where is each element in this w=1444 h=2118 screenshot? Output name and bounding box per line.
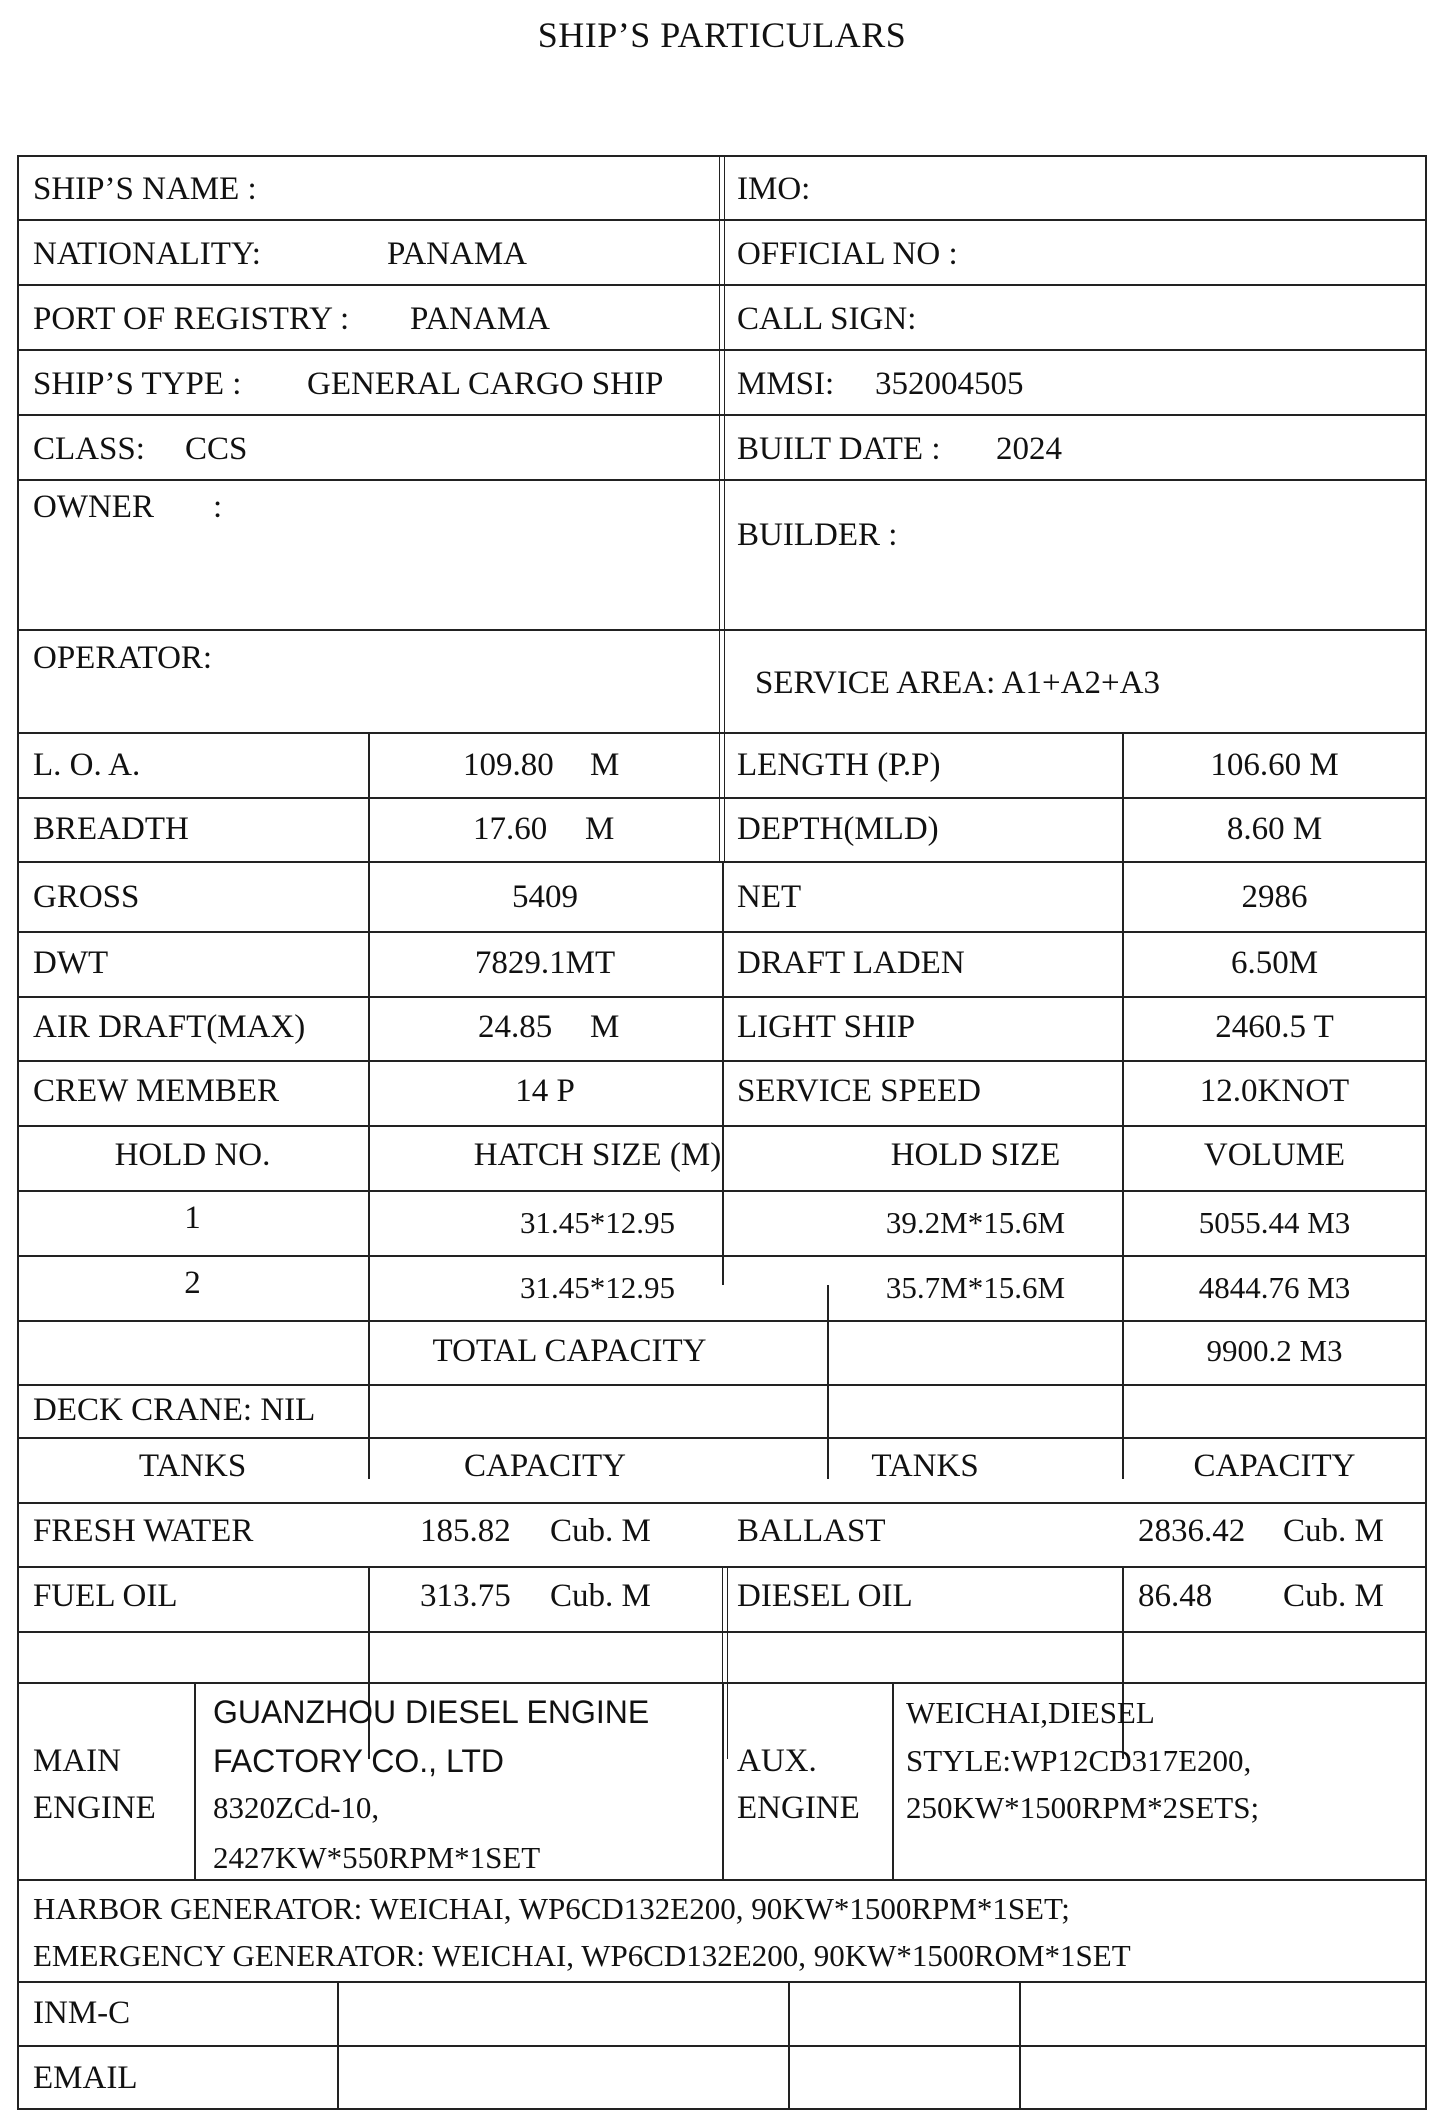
emergency-generator: EMERGENCY GENERATOR: WEICHAI, WP6CD132E200, 90KW*1500ROM*1SET [33,1938,1131,1973]
call-sign-label: CALL SIGN: [737,301,917,337]
column-divider [194,1682,196,1879]
hold-volume: 5055.44 M3 [1198,1205,1351,1240]
lpp-label: LENGTH (P.P) [737,747,941,783]
service-speed-value: 12.0KNOT [1199,1073,1350,1109]
net-label: NET [737,879,802,915]
fresh-water-value: 185.82 [420,1513,511,1549]
column-divider [719,155,725,732]
owner-label: OWNER [33,489,154,525]
diesel-oil-label: DIESEL OIL [737,1578,913,1614]
hatch-size: 31.45*12.95 [520,1270,675,1305]
row-divider [17,2045,1427,2047]
hold-no-header: HOLD NO. [114,1137,271,1173]
harbor-generator: HARBOR GENERATOR: WEICHAI, WP6CD132E200, 90KW*1500RPM*1SET; [33,1891,1070,1926]
main-engine-maker: FACTORY CO., LTD [213,1743,505,1779]
main-engine-label: ENGINE [33,1790,156,1826]
net-value: 2986 [1241,879,1308,915]
crew-value: 14 P [515,1073,575,1109]
capacity-header: CAPACITY [464,1448,626,1484]
fresh-water-label: FRESH WATER [33,1513,254,1549]
column-divider [337,1981,339,2110]
fuel-oil-label: FUEL OIL [33,1578,178,1614]
document-title: SHIP’S PARTICULARS [537,15,907,55]
row-divider [17,1384,1427,1386]
breadth-value: 17.60 [473,811,548,847]
deck-crane: DECK CRANE: NIL [33,1392,316,1428]
dwt-label: DWT [33,945,109,981]
depth-value: 8.60 M [1226,811,1323,847]
row-divider [17,1320,1427,1322]
fuel-oil-value: 313.75 [420,1578,511,1614]
official-no-label: OFFICIAL NO : [737,236,958,272]
ballast-value: 2836.42 [1138,1513,1246,1549]
service-speed-label: SERVICE SPEED [737,1073,981,1109]
total-capacity-label: TOTAL CAPACITY [432,1333,707,1369]
hold-size: 39.2M*15.6M [885,1205,1066,1240]
hold-size: 35.7M*15.6M [885,1270,1066,1305]
gross-value: 5409 [512,879,578,915]
operator-label: OPERATOR: [33,640,213,676]
hold-number: 2 [184,1265,201,1301]
mmsi-value: 352004505 [875,366,1024,402]
class-label: CLASS: [33,431,145,467]
loa-label: L. O. A. [33,747,141,783]
hold-volume: 4844.76 M3 [1198,1270,1351,1305]
hold-number: 1 [184,1200,201,1236]
ballast-unit: Cub. M [1283,1513,1384,1549]
tanks-header: TANKS [871,1448,979,1484]
ship-name-label: SHIP’S NAME : [33,171,257,207]
light-ship-label: LIGHT SHIP [737,1009,916,1045]
hatch-size-header: HATCH SIZE (M) [473,1137,722,1173]
port-of-registry-label: PORT OF REGISTRY : [33,301,350,337]
aux-engine-style: STYLE:WP12CD317E200, [906,1743,1252,1778]
nationality-value: PANAMA [387,236,527,272]
main-engine-rating: 2427KW*550RPM*1SET [213,1840,541,1875]
ballast-label: BALLAST [737,1513,886,1549]
diesel-oil-unit: Cub. M [1283,1578,1384,1614]
diesel-oil-value: 86.48 [1138,1578,1213,1614]
built-date-label: BUILT DATE : [737,431,941,467]
draft-laden-value: 6.50M [1230,945,1319,981]
light-ship-value: 2460.5 T [1215,1009,1334,1045]
service-area: SERVICE AREA: A1+A2+A3 [755,665,1160,701]
column-divider [892,1682,894,1879]
dwt-value: 7829.1MT [474,945,616,981]
lpp-value: 106.60 M [1210,747,1339,783]
aux-engine-label: ENGINE [737,1790,860,1826]
row-divider [17,1981,1427,1983]
imo-label: IMO: [737,171,811,207]
inmc-label: INM-C [33,1995,131,2031]
row-divider [17,1437,1427,1439]
row-divider [17,1502,1427,1504]
breadth-unit: M [585,811,615,847]
tanks-header: TANKS [138,1448,247,1484]
fresh-water-unit: Cub. M [550,1513,651,1549]
draft-laden-label: DRAFT LADEN [737,945,965,981]
loa-value: 109.80 [463,747,554,783]
row-divider [17,1879,1427,1881]
air-draft-value: 24.85 [478,1009,553,1045]
breadth-label: BREADTH [33,811,189,847]
hold-size-header: HOLD SIZE [890,1137,1061,1173]
nationality-label: NATIONALITY: [33,236,261,272]
main-engine-maker: GUANZHOU DIESEL ENGINE [213,1694,650,1730]
main-engine-label: MAIN [33,1743,121,1779]
ship-type-value: GENERAL CARGO SHIP [307,366,664,402]
air-draft-unit: M [590,1009,620,1045]
ship-type-label: SHIP’S TYPE : [33,366,242,402]
column-divider [788,1981,790,2110]
main-engine-model: 8320ZCd-10, [213,1790,380,1825]
gross-label: GROSS [33,879,140,915]
email-label: EMAIL [33,2060,138,2096]
column-divider [1019,1981,1021,2110]
aux-engine-label: AUX. [737,1743,817,1779]
aux-engine-maker: WEICHAI,DIESEL [906,1695,1155,1730]
depth-label: DEPTH(MLD) [737,811,939,847]
total-capacity-value: 9900.2 M3 [1206,1333,1343,1368]
column-divider [722,1682,724,1879]
air-draft-label: AIR DRAFT(MAX) [33,1009,306,1045]
port-of-registry-value: PANAMA [410,301,550,337]
crew-label: CREW MEMBER [33,1073,280,1109]
built-date-value: 2024 [996,431,1062,467]
builder-label: BUILDER : [737,517,898,553]
column-divider [719,732,725,861]
capacity-header: CAPACITY [1193,1448,1356,1484]
hatch-size: 31.45*12.95 [520,1205,675,1240]
mmsi-label: MMSI: [737,366,835,402]
fuel-oil-unit: Cub. M [550,1578,651,1614]
class-value: CCS [185,431,248,467]
particulars-table [17,155,1427,2118]
loa-unit: M [590,747,620,783]
volume-header: VOLUME [1203,1137,1346,1173]
owner-colon: : [213,489,223,525]
aux-engine-rating: 250KW*1500RPM*2SETS; [906,1790,1260,1825]
